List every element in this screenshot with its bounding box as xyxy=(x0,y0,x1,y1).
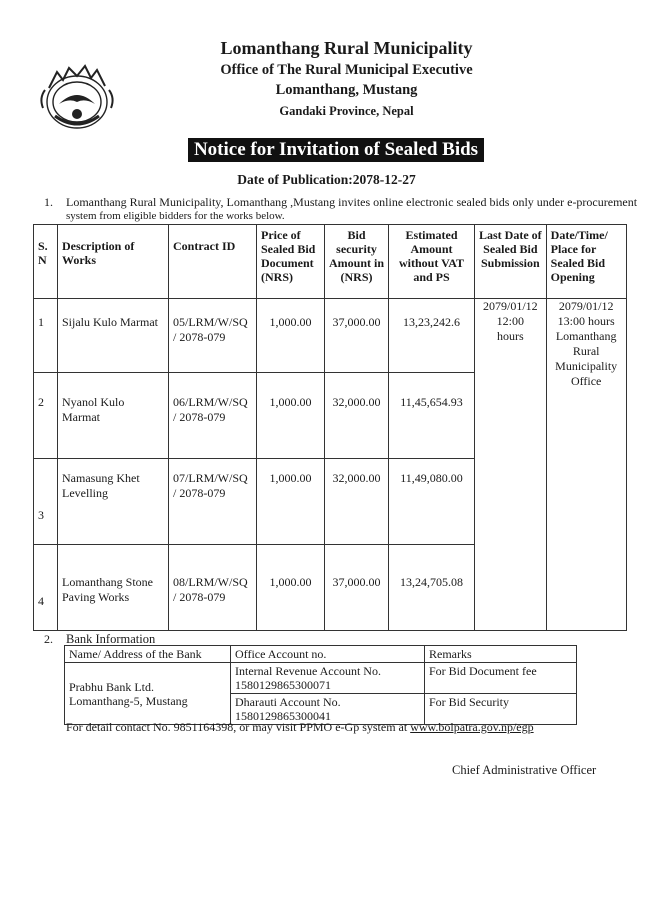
province: Gandaki Province, Nepal xyxy=(279,104,414,118)
para1-line1: Lomanthang Rural Municipality, Lomanthang ,Mustang invites online electronic sealed bids only under e-procurement xyxy=(66,195,638,209)
egp-link[interactable]: www.bolpatra.gov.np/egp xyxy=(410,720,534,734)
remarks-cell: For Bid Document fee xyxy=(425,663,577,694)
header-last-date: Last Date of Sealed Bid Submission xyxy=(475,225,547,299)
cell-sn: 3 xyxy=(34,459,58,545)
cell-last-date: 2079/01/12 12:00 hours xyxy=(475,299,547,631)
header-opening: Date/Time/ Place for Sealed Bid Opening xyxy=(546,225,626,299)
publication-date: Date of Publication:2078-12-27 xyxy=(237,172,416,187)
cell-description: Lomanthang Stone Paving Works xyxy=(58,545,169,631)
para2-title: Bank Information xyxy=(66,632,156,646)
bank-header-account: Office Account no. xyxy=(231,646,425,663)
header-estimated: Estimated Amount without VAT and PS xyxy=(389,225,475,299)
cell-contract: 05/LRM/W/SQ / 2078-079 xyxy=(169,299,257,373)
cell-estimated: 13,23,242.6 xyxy=(389,299,475,373)
account-number: 1580129865300071 xyxy=(235,678,331,692)
signature-title: Chief Administrative Officer xyxy=(452,763,597,777)
account-cell xyxy=(231,663,425,694)
header-contract: Contract ID xyxy=(169,225,257,299)
municipality-name: Lomanthang Rural Municipality xyxy=(220,38,473,58)
header-price: Price of Sealed Bid Document (NRS) xyxy=(257,225,325,299)
bank-header-bank: Name/ Address of the Bank xyxy=(65,646,231,663)
cell-estimated: 11,49,080.00 xyxy=(389,459,475,545)
contact-line xyxy=(66,720,534,735)
cell-price: 1,000.00 xyxy=(257,459,325,545)
contact-text: For detail contact No. 9851164398, or may visit PPMO e-Gp system at xyxy=(66,720,408,734)
cell-sn: 4 xyxy=(34,545,58,631)
cell-description: Sijalu Kulo Marmat xyxy=(58,299,169,373)
bids-table xyxy=(33,224,627,631)
header-description: Description of Works xyxy=(58,225,169,299)
cell-security: 32,000.00 xyxy=(325,373,389,459)
para1-number: 1. xyxy=(44,195,53,209)
para2-number: 2. xyxy=(44,632,53,646)
account-name: Dharauti Account No. xyxy=(235,695,341,709)
cell-contract: 06/LRM/W/SQ / 2078-079 xyxy=(169,373,257,459)
remarks-cell: For Bid Security xyxy=(425,694,577,725)
table-row xyxy=(34,299,627,373)
bank-header-row xyxy=(65,646,577,663)
cell-description: Namasung Khet Levelling xyxy=(58,459,169,545)
cell-security: 37,000.00 xyxy=(325,299,389,373)
office-name: Office of The Rural Municipal Executive xyxy=(220,62,473,78)
cell-price: 1,000.00 xyxy=(257,545,325,631)
bank-name-cell xyxy=(65,663,231,725)
bank-address: Lomanthang-5, Mustang xyxy=(69,693,188,708)
cell-security: 32,000.00 xyxy=(325,459,389,545)
cell-security: 37,000.00 xyxy=(325,545,389,631)
location: Lomanthang, Mustang xyxy=(275,82,418,98)
cell-contract: 08/LRM/W/SQ / 2078-079 xyxy=(169,545,257,631)
cell-sn: 2 xyxy=(34,373,58,459)
bank-name: Prabhu Bank Ltd. xyxy=(69,679,154,694)
cell-price: 1,000.00 xyxy=(257,299,325,373)
header-security: Bid security Amount in (NRS) xyxy=(325,225,389,299)
cell-estimated: 13,24,705.08 xyxy=(389,545,475,631)
table-header-row xyxy=(34,225,627,299)
cell-description: Nyanol Kulo Marmat xyxy=(58,373,169,459)
cell-sn: 1 xyxy=(34,299,58,373)
header-sn: S. N xyxy=(34,225,58,299)
notice-title: Notice for Invitation of Sealed Bids xyxy=(188,138,484,162)
para1-line2: system from eligible bidders for the works below. xyxy=(66,210,285,222)
account-name: Internal Revenue Account No. xyxy=(235,664,381,678)
cell-price: 1,000.00 xyxy=(257,373,325,459)
bank-row xyxy=(65,663,577,694)
cell-contract: 07/LRM/W/SQ / 2078-079 xyxy=(169,459,257,545)
account-number: 1580129865300041 xyxy=(235,709,331,723)
cell-estimated: 11,45,654.93 xyxy=(389,373,475,459)
bank-table xyxy=(64,645,577,725)
cell-opening: 2079/01/12 13:00 hours Lomanthang Rural Municipality Office xyxy=(546,299,626,631)
bank-header-remarks: Remarks xyxy=(425,646,577,663)
